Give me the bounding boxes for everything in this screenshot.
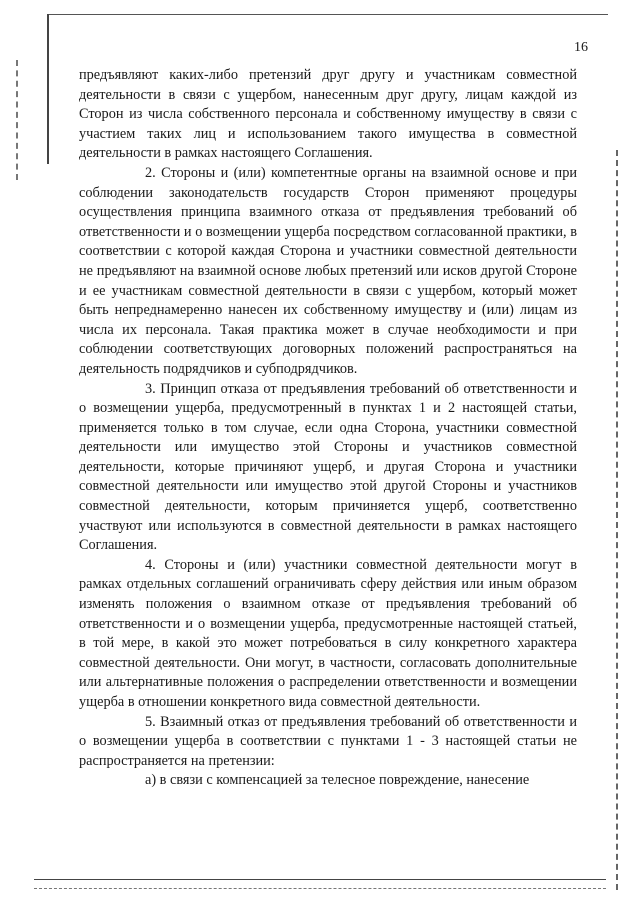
- page-number: 16: [574, 40, 588, 55]
- paragraph-2: 2. Стороны и (или) компетентные органы на взаимной основе и при соблюдении законодательств государств Сторон применяют процедуры осуществления принципа взаимного отказа от предъявления требований об ответственности и о возмещении ущерба посредством согласованной практики, в соответствии с которой каждая Сторона и участники совместной деятельности не предъявляют на взаимной основе любых претензий или исков другой Стороне и ее участникам совместной деятельности в связи с ущербом, который может быть непреднамеренно нанесен их собственному имуществу и (или) лицам из числа их персонала. Такая практика может в случае необходимости и при соблюдении соответствующих договорных положений распространяться на деятельность подрядчиков и субподрядчиков.: [79, 164, 577, 377]
- paragraph-5-item-a: а) в связи с компенсацией за телесное повреждение, нанесение: [145, 772, 530, 789]
- document-body: [79, 66, 577, 791]
- paragraph-5: 5. Взаимный отказ от предъявления требований об ответственности и о возмещении ущерба в соответствии с пунктами 1 - 3 настоящей статьи не распространяется на претензии:: [79, 713, 577, 769]
- paragraph-4: 4. Стороны и (или) участники совместной деятельности могут в рамках отдельных соглашений ограничивать сферу действия или иным образом изменять положения о взаимном отказе от предъявления требований об ответственности и о возмещении ущерба, предусмотренные настоящей статьей, в той мере, в какой это может потребоваться в силу конкретного характера совместной деятельности. Они могут, в частности, согласовать дополнительные или альтернативные положения о распределении ответственности и возмещении ущерба в отношении конкретного вида совместной деятельности.: [79, 556, 577, 710]
- paragraph-continuation: предъявляют каких-либо претензий друг другу и участникам совместной деятельности в связи с ущербом, нанесенным друг другу, лицам каждой из Сторон из числа собственного персонала и собственному имуществу в связи с участием таких лиц и использованием такого имущества в совместной деятельности в рамках настоящего Соглашения.: [79, 67, 577, 162]
- paragraph-3: 3. Принцип отказа от предъявления требований об ответственности и о возмещении ущерба, предусмотренный в пунктах 1 и 2 настоящей статьи, применяется только в том случае, если одна Сторона, участники совместной деятельности или имущество этой Стороны и участников совместной деятельности, которые причиняют ущерб, и другая Сторона и участники совместной деятельности или имущество этой другой Стороны и участников совместной деятельности, которым причиняется ущерб, соответственно участвуют или используются в совместной деятельности в рамках настоящего Соглашения.: [79, 380, 577, 554]
- scan-left-border: [47, 14, 49, 164]
- scan-top-border: [48, 14, 608, 15]
- scan-bottom-artifact: [34, 888, 606, 889]
- scan-left-artifact: [16, 60, 18, 180]
- scan-right-border: [616, 150, 618, 890]
- scan-bottom-border: [34, 879, 606, 880]
